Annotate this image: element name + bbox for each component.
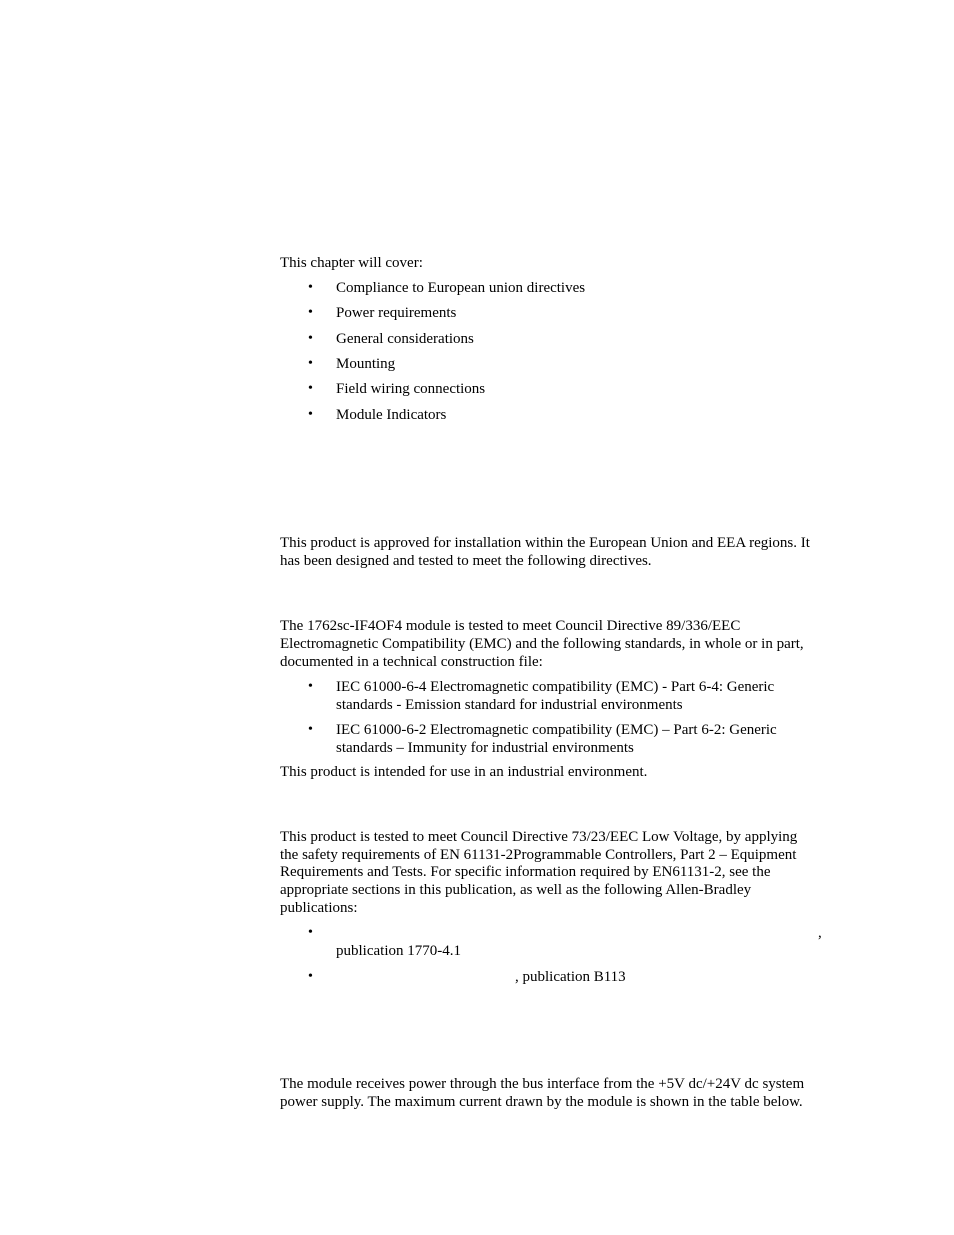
bullet-icon: • [308,331,313,346]
bullet-icon: • [308,280,313,295]
bullet-icon: • [308,925,313,940]
list-item-text: General considerations [336,331,474,347]
standard-line2: standards - Emission standard for industrial environments [336,697,683,713]
emc-line3: documented in a technical construction file: [280,654,543,670]
publication-tail: , publication B113 [515,969,626,985]
list-item-text: Compliance to European union directives [336,280,586,296]
eu-approval-line1: This product is approved for installation within the European Union and EEA regions. It [280,535,810,551]
lv-line3: Requirements and Tests. For specific information required by EN61131-2, see the [280,864,771,880]
bullet-icon: • [308,356,313,371]
list-item-text: Mounting [336,356,396,372]
emc-line1: The 1762sc-IF4OF4 module is tested to meet Council Directive 89/336/EEC [280,618,741,634]
lv-line5: publications: [280,900,358,916]
publication-comma: , [818,925,822,941]
bullet-icon: • [308,305,313,320]
standard-line2: standards – Immunity for industrial environments [336,740,634,756]
power-line1: The module receives power through the bus interface from the +5V dc/+24V dc system [280,1076,805,1092]
lv-line1: This product is tested to meet Council Directive 73/23/EEC Low Voltage, by applying [280,829,798,845]
list-item-text: Module Indicators [336,407,447,423]
bullet-icon: • [308,969,313,984]
bullet-icon: • [308,679,313,694]
power-line2: power supply. The maximum current drawn by the module is shown in the table below. [280,1094,803,1110]
publication-number: publication 1770-4.1 [336,943,461,959]
standard-line1: IEC 61000-6-4 Electromagnetic compatibility (EMC) - Part 6-4: Generic [336,679,775,695]
bullet-icon: • [308,381,313,396]
standard-line1: IEC 61000-6-2 Electromagnetic compatibility (EMC) – Part 6-2: Generic [336,722,777,738]
emc-line2: Electromagnetic Compatibility (EMC) and the following standards, in whole or in part, [280,636,804,652]
bullet-icon: • [308,407,313,422]
industrial-note: This product is intended for use in an industrial environment. [280,764,648,780]
list-item-text: Field wiring connections [336,381,486,397]
lv-line2: the safety requirements of EN 61131-2Programmable Controllers, Part 2 – Equipment [280,847,797,863]
eu-approval-line2: has been designed and tested to meet the following directives. [280,553,652,569]
list-item-text: Power requirements [336,305,457,321]
intro-text: This chapter will cover: [280,255,423,271]
lv-line4: appropriate sections in this publication, as well as the following Allen-Bradley [280,882,752,898]
bullet-icon: • [308,722,313,737]
